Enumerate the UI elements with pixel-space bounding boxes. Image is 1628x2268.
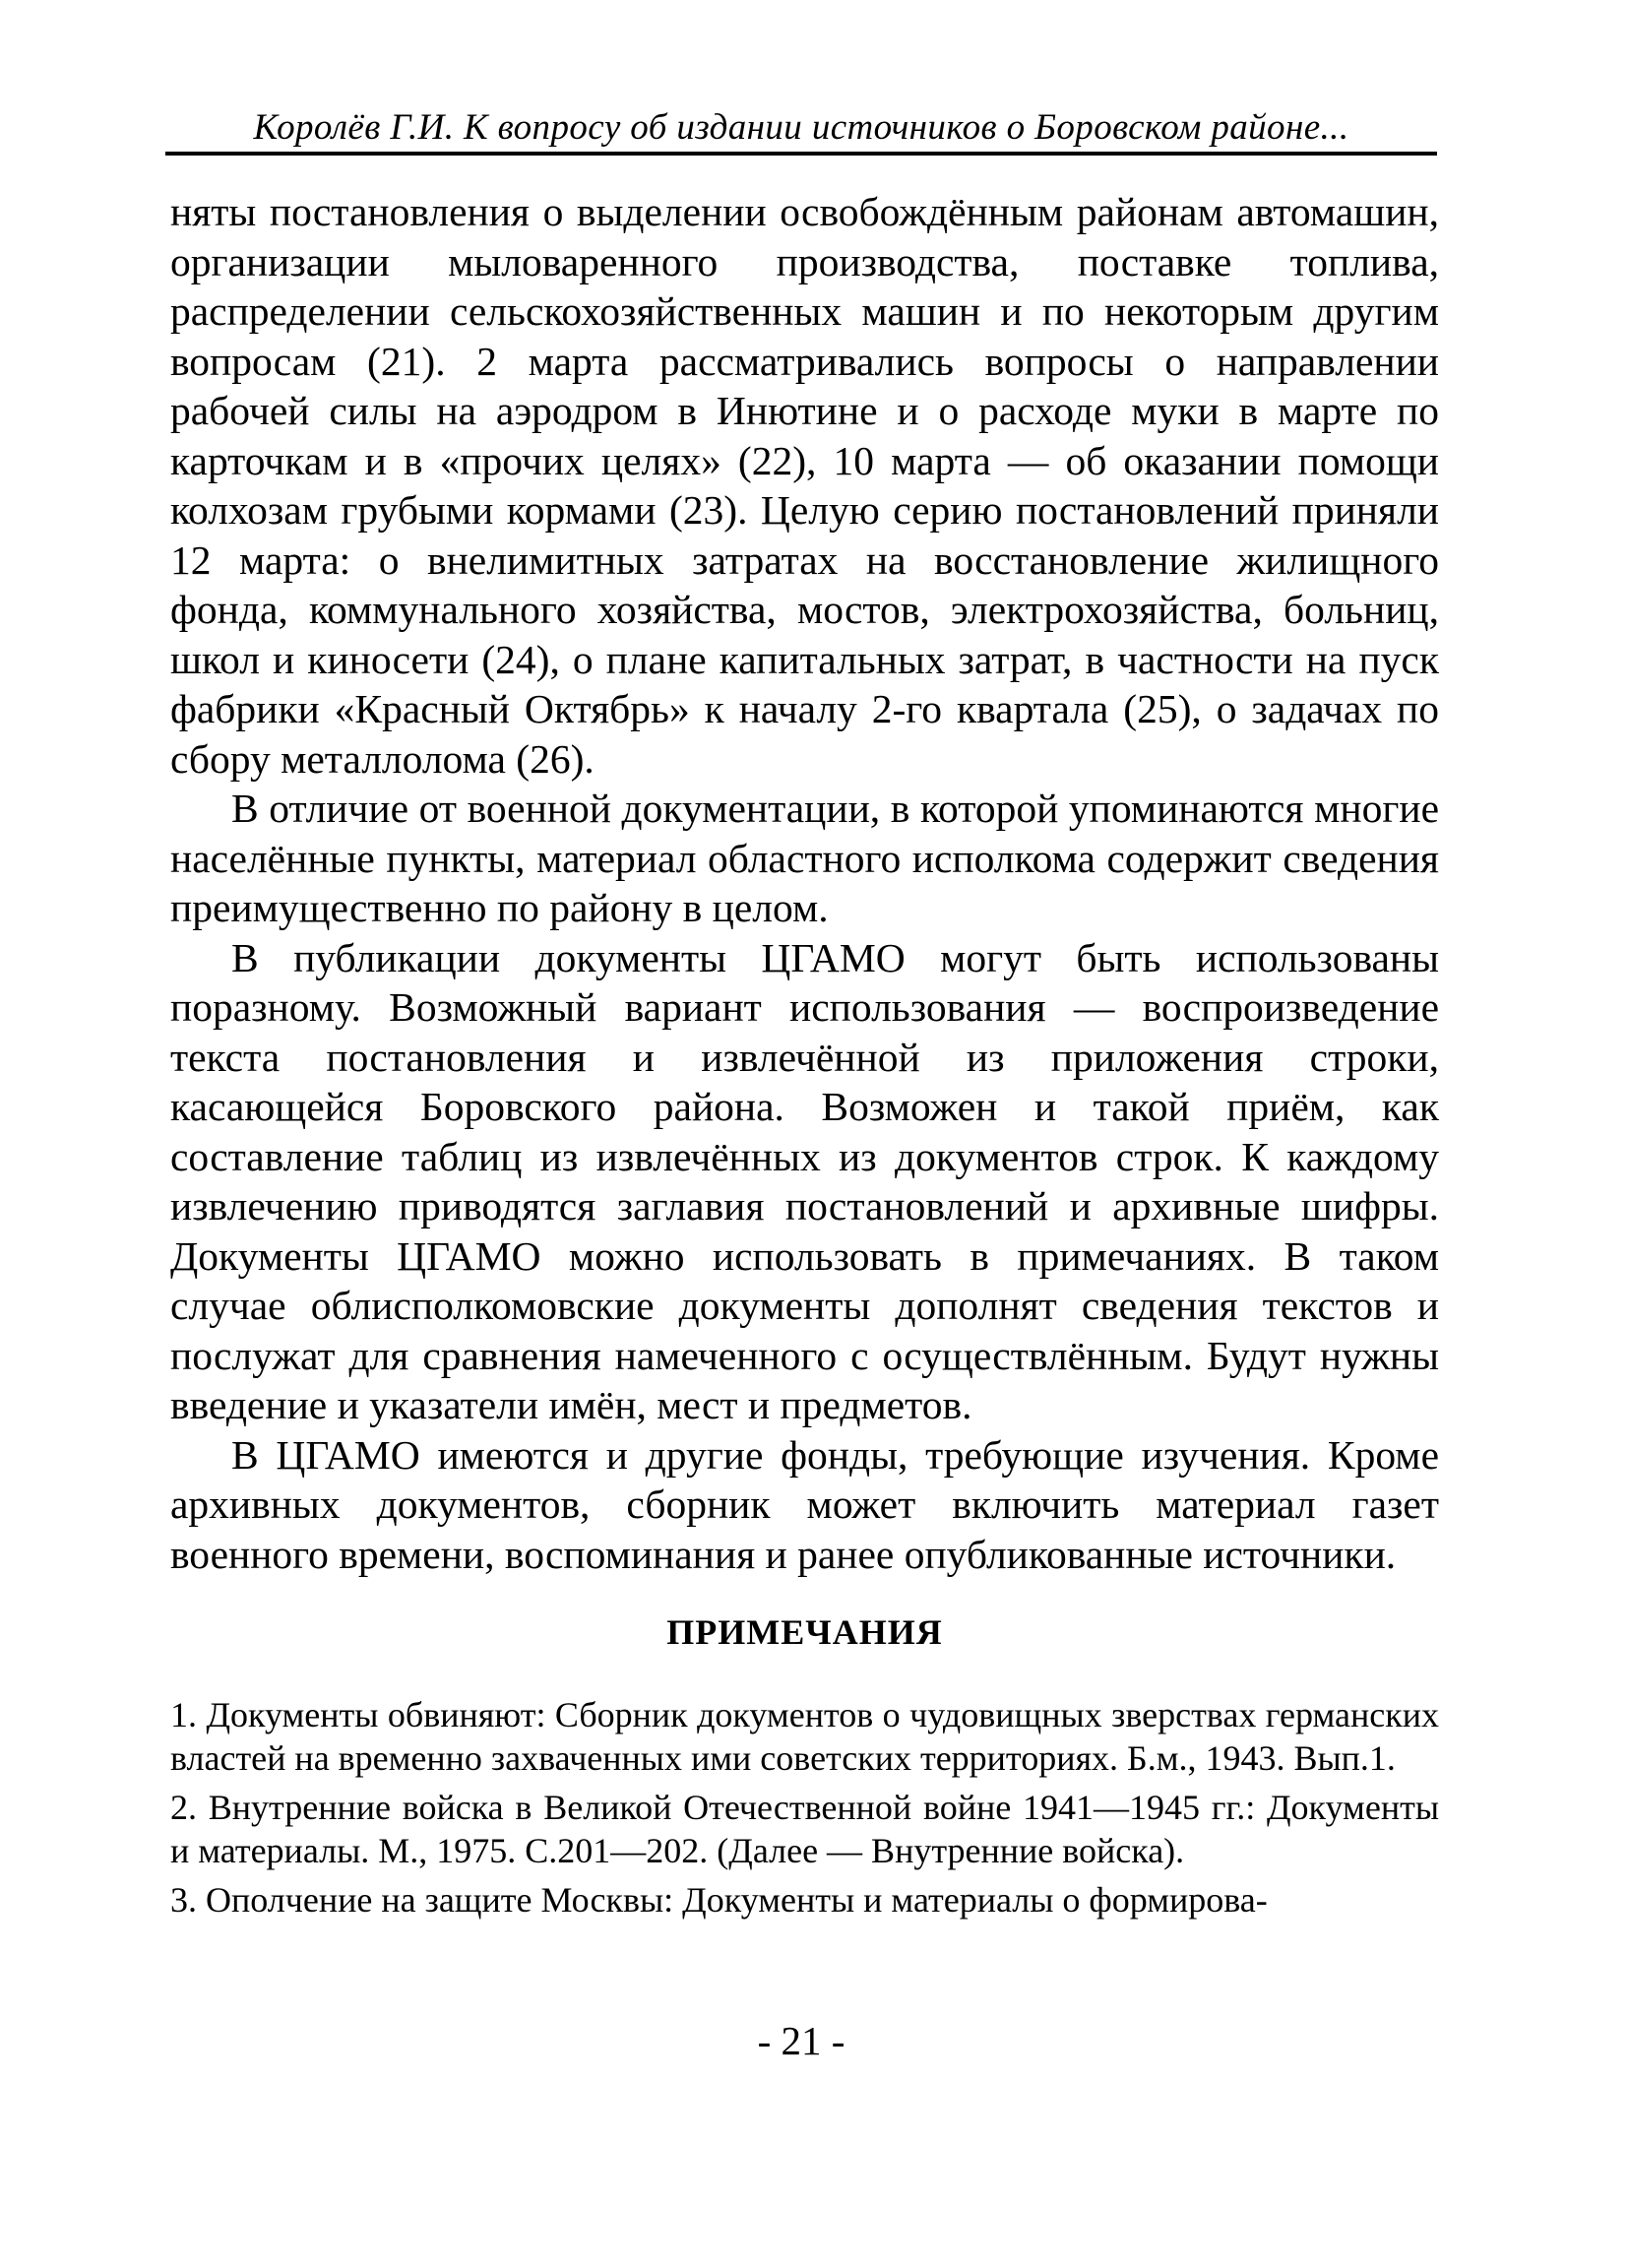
header-rule bbox=[165, 152, 1437, 156]
paragraph-continued: няты постановления о выделении освобождённым районам автомашин, организации мыловаренного производства, поставке топлива, распределении сельскохозяйственных машин и по некоторым другим вопросам (21). 2 марта рассматривались вопросы о направлении рабочей силы на аэродром в Инютине и о расходе муки в марте по карточкам и в «прочих целях» (22), 10 марта — об оказании помощи колхозам грубыми кормами (23). Целую серию постановлений приняли 12 марта: о внелимитных затратах на восстановление жилищного фонда, коммунального хозяйства, мостов, электрохозяйства, больниц, школ и киносети (24), о плане капитальных затрат, в частности на пуск фабрики «Красный Октябрь» к началу 2-го квартала (25), о задачах по сбору металлолома (26). bbox=[170, 189, 1439, 782]
main-text bbox=[170, 187, 1439, 1579]
notes-list bbox=[170, 1693, 1439, 1927]
note-item: 2. Внутренние войска в Великой Отечественной войне 1941—1945 гг.: Документы и материалы. М., 1975. С.201—202. (Далее — Внутренние войска). bbox=[170, 1788, 1439, 1870]
paragraph: В публикации документы ЦГАМО могут быть использованы поразному. Возможный вариант использования — воспроизведение текста постановления и извлечённой из приложения строки, касающейся Боровского района. Возможен и такой приём, как составление таблиц из извлечённых из документов строк. К каждому извлечению приводятся заглавия постановлений и архивные шифры. Документы ЦГАМО можно использовать в примечаниях. В таком случае облисполкомовские документы дополнят сведения текстов и послужат для сравнения намеченного с осуществлённым. Будут нужны введение и указатели имён, мест и предметов. bbox=[170, 934, 1439, 1427]
paragraph: В ЦГАМО имеются и другие фонды, требующие изучения. Кроме архивных документов, сборник может включить материал газет военного времени, воспоминания и ранее опубликованные источники. bbox=[170, 1431, 1439, 1577]
notes-heading: ПРИМЕЧАНИЯ bbox=[666, 1612, 943, 1652]
note-item: 1. Документы обвиняют: Сборник документов о чудовищных зверствах германских властей на временно захваченных ими советских территориях. Б.м., 1943. Вып.1. bbox=[170, 1695, 1439, 1778]
note-item: 3. Ополчение на защите Москвы: Документы и материалы о формирова- bbox=[170, 1880, 1268, 1920]
running-header: Королёв Г.И. К вопросу об издании источников о Боровском районе... bbox=[253, 107, 1349, 148]
paragraph: В отличие от военной документации, в которой упоминаются многие населённые пункты, материал областного исполкома содержит сведения преимущественно по району в целом. bbox=[170, 786, 1439, 930]
page-number: - 21 - bbox=[757, 2018, 845, 2063]
